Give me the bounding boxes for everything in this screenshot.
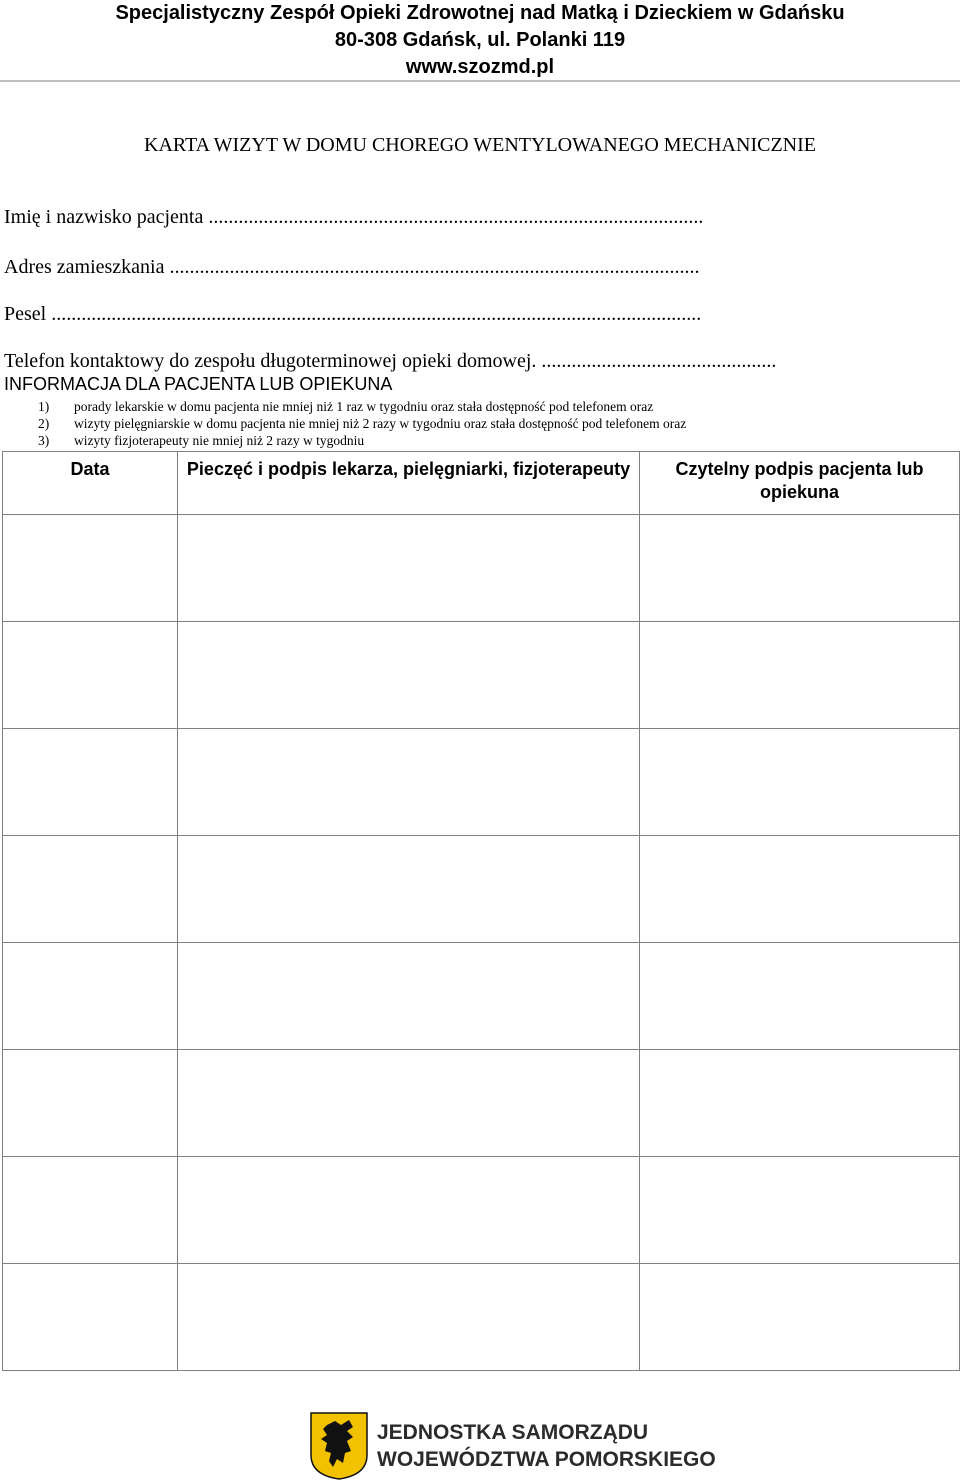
stamp-signature-cell	[178, 1264, 640, 1371]
list-item	[38, 398, 686, 415]
stamp-signature-cell	[178, 1050, 640, 1157]
patient-signature-cell	[640, 1264, 960, 1371]
date-cell	[3, 1050, 178, 1157]
list-item-number: 2)	[38, 416, 50, 431]
visits-table	[2, 451, 960, 1371]
patient-name-field: Imię i nazwisko pacjenta ...................................................................................................	[4, 206, 704, 228]
date-cell	[3, 943, 178, 1050]
institution-address: 80-308 Gdańsk, ul. Polanki 119	[334, 29, 626, 51]
table-row	[3, 1157, 960, 1264]
table-row	[3, 515, 960, 622]
logo-text-line2: WOJEWÓDZTWA POMORSKIEGO	[377, 1448, 716, 1471]
stamp-signature-cell	[178, 943, 640, 1050]
list-item-number: 1)	[38, 399, 50, 414]
list-item	[38, 415, 686, 432]
logo-text-line1: JEDNOSTKA SAMORZĄDU	[377, 1421, 649, 1444]
stamp-signature-cell	[178, 729, 640, 836]
table-row	[3, 1264, 960, 1371]
institution-name: Specjalistyczny Zespół Opieki Zdrowotnej nad Matką i Dzieckiem w Gdańsku	[115, 2, 845, 24]
date-cell	[3, 836, 178, 943]
pesel-field: Pesel ..................................................................................................................................	[4, 303, 702, 325]
date-cell	[3, 1264, 178, 1371]
table-row	[3, 1050, 960, 1157]
patient-signature-cell	[640, 1157, 960, 1264]
document-title: KARTA WIZYT W DOMU CHOREGO WENTYLOWANEGO MECHANICZNIE	[144, 134, 816, 156]
list-item-text: wizyty pielęgniarskie w domu pacjenta nie mniej niż 2 razy w tygodniu oraz stała dostępność pod telefonem oraz	[74, 416, 687, 431]
phone-field: Telefon kontaktowy do zespołu długoterminowej opieki domowej. ...............................................	[4, 350, 777, 372]
regional-government-logo	[309, 1411, 716, 1481]
column-header-patient-signature: Czytelny podpis pacjenta lub opiekuna	[640, 452, 960, 515]
date-cell	[3, 729, 178, 836]
visits-table-body	[3, 515, 960, 1371]
logo-text	[377, 1419, 716, 1473]
address-field: Adres zamieszkania ..........................................................................................................	[4, 256, 700, 278]
date-cell	[3, 515, 178, 622]
patient-signature-cell	[640, 515, 960, 622]
list-item	[38, 432, 686, 449]
list-item-text: wizyty fizjoterapeuty nie mniej niż 2 razy w tygodniu	[74, 433, 365, 448]
table-row	[3, 836, 960, 943]
table-row	[3, 622, 960, 729]
table-header-row	[3, 452, 960, 515]
column-header-date: Data	[3, 452, 178, 515]
griffin-crest-icon	[309, 1411, 369, 1481]
date-cell	[3, 1157, 178, 1264]
stamp-signature-cell	[178, 1157, 640, 1264]
patient-signature-cell	[640, 622, 960, 729]
list-item-text: porady lekarskie w domu pacjenta nie mniej niż 1 raz w tygodniu oraz stała dostępność pod telefonem oraz	[74, 399, 654, 414]
column-header-stamp-signature: Pieczęć i podpis lekarza, pielęgniarki, fizjoterapeuty	[178, 452, 640, 515]
patient-signature-cell	[640, 1050, 960, 1157]
institution-header	[0, 0, 960, 81]
stamp-signature-cell	[178, 836, 640, 943]
institution-website: www.szozmd.pl	[405, 56, 555, 78]
info-heading: INFORMACJA DLA PACJENTA LUB OPIEKUNA	[4, 374, 393, 394]
info-list	[38, 398, 686, 449]
header-divider	[0, 80, 960, 82]
patient-signature-cell	[640, 836, 960, 943]
table-row	[3, 729, 960, 836]
patient-signature-cell	[640, 729, 960, 836]
list-item-number: 3)	[38, 433, 50, 448]
stamp-signature-cell	[178, 515, 640, 622]
date-cell	[3, 622, 178, 729]
table-row	[3, 943, 960, 1050]
patient-signature-cell	[640, 943, 960, 1050]
stamp-signature-cell	[178, 622, 640, 729]
